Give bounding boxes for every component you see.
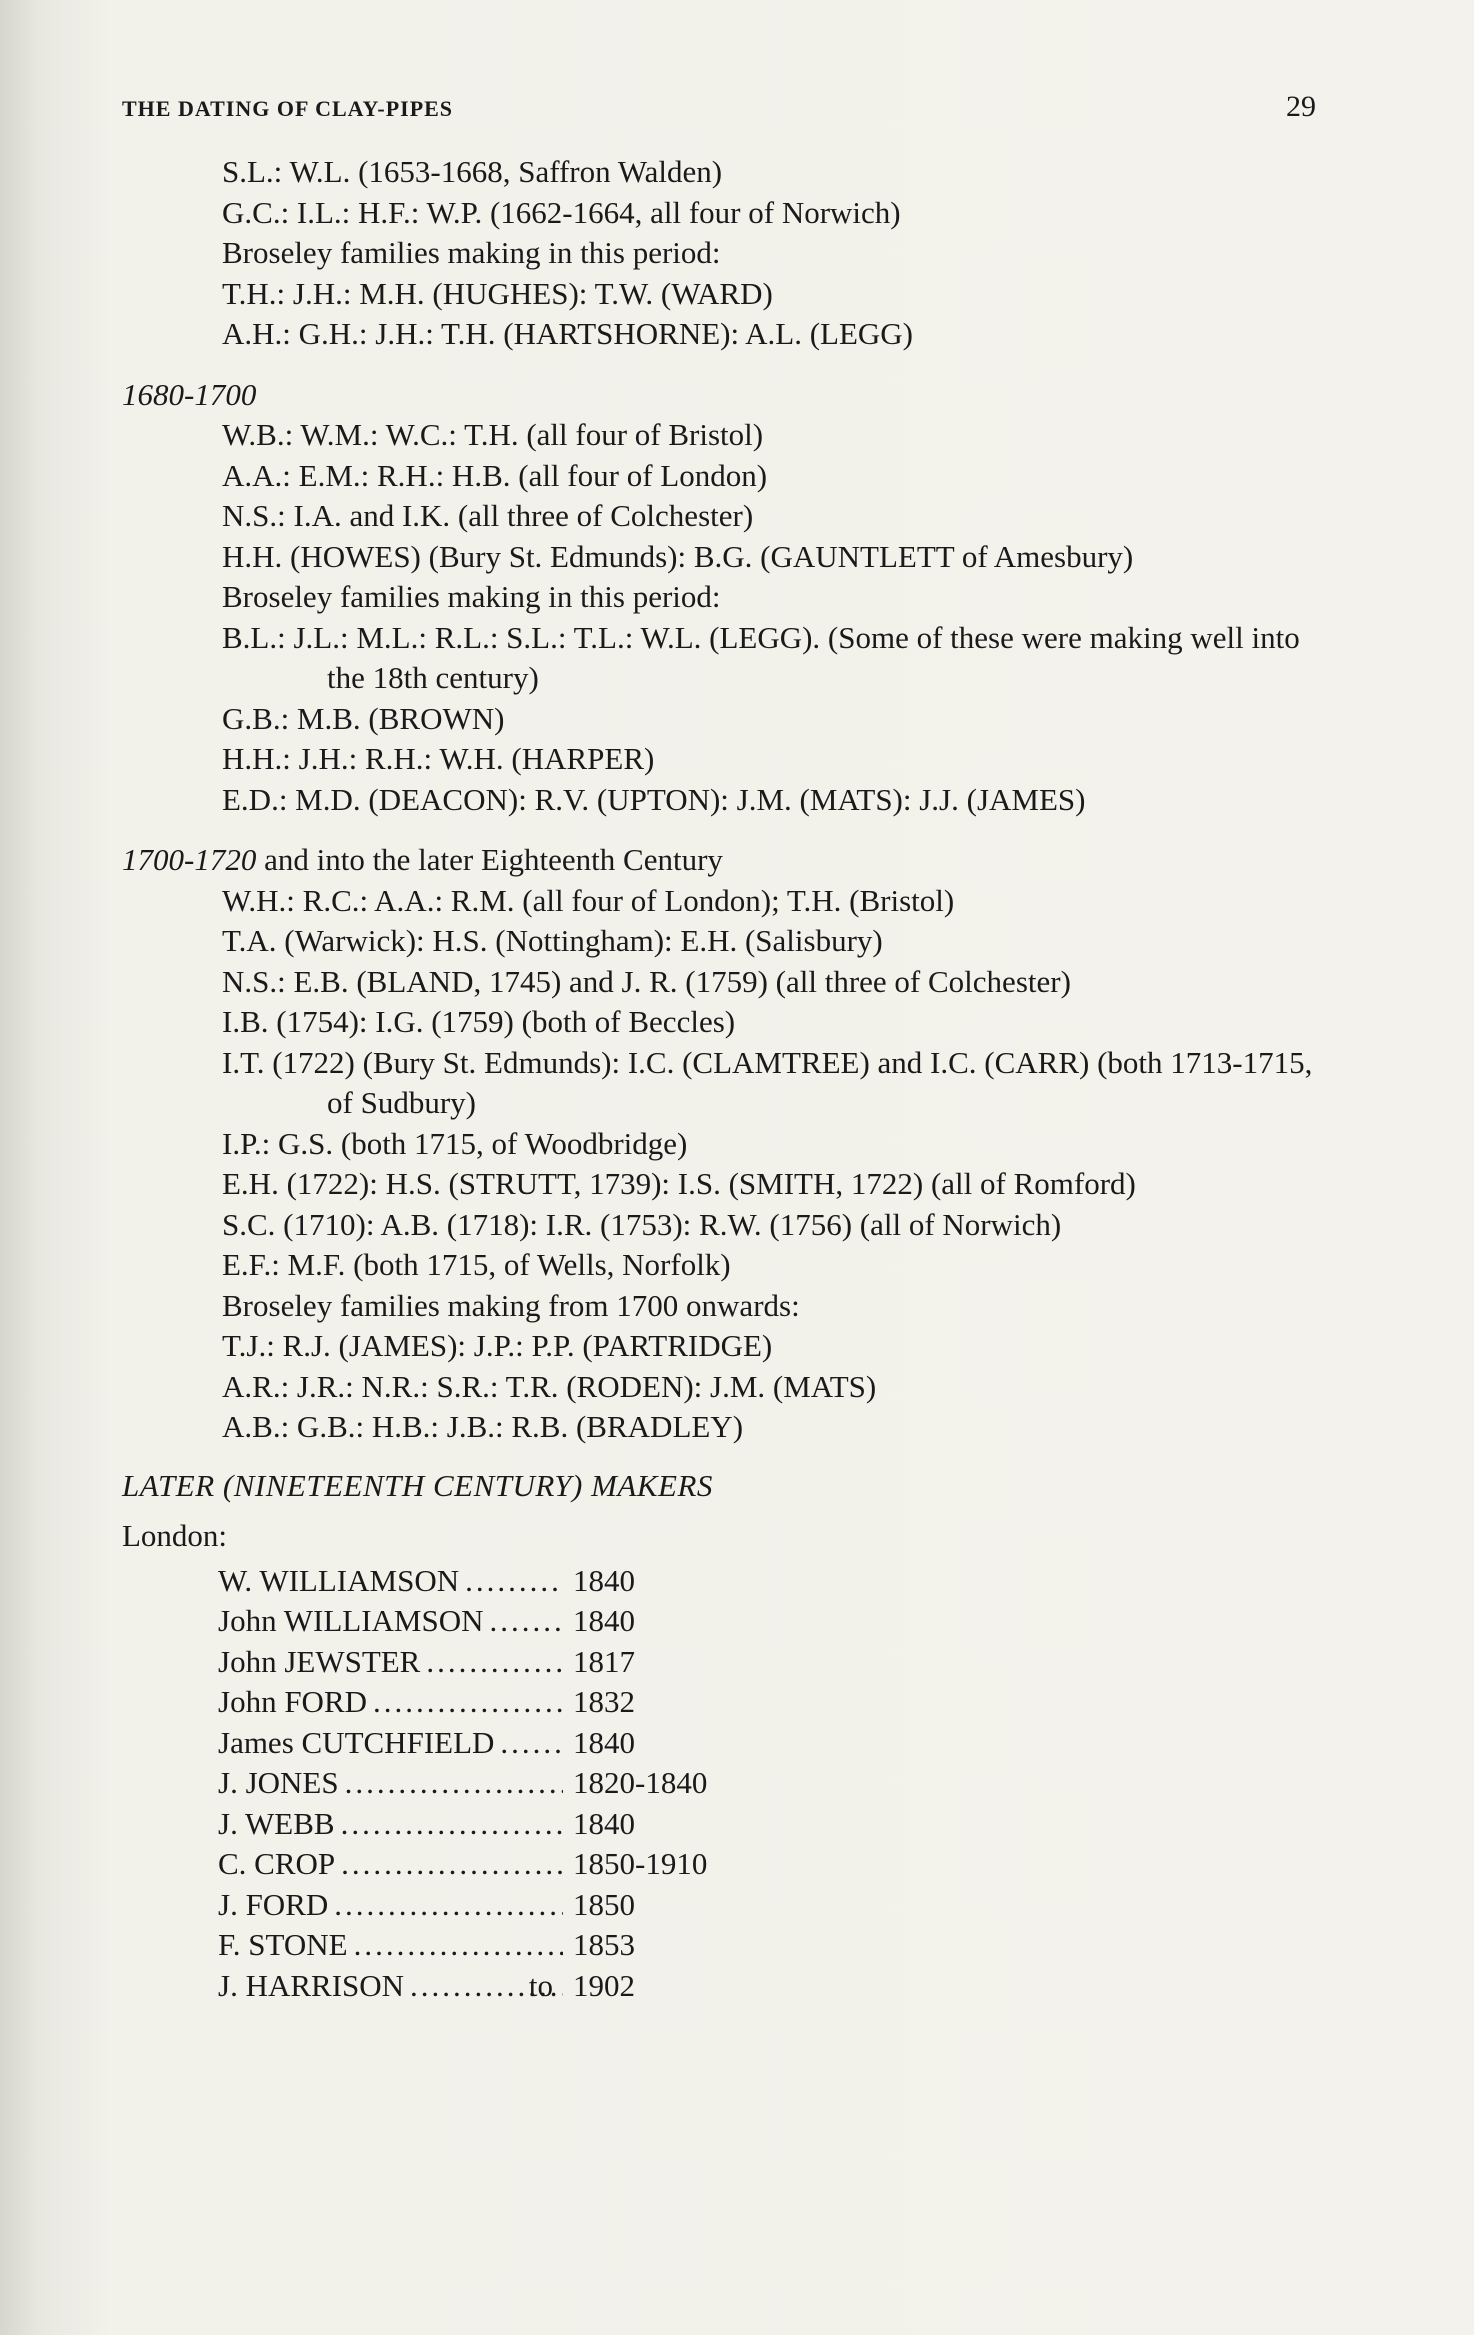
maker-name: J. WEBB (218, 1805, 335, 1841)
list-item: E.H. (1722): H.S. (STRUTT, 1739): I.S. (SMITH, 1722) (all of Romford) (222, 1166, 1136, 1201)
table-row (122, 1844, 1316, 1885)
maker-name: J. FORD (218, 1886, 329, 1922)
maker-name-column (218, 1561, 563, 1602)
running-head: THE DATING OF CLAY-PIPES (122, 96, 454, 121)
maker-date: 1832 (573, 1684, 635, 1719)
maker-date-column (563, 1844, 707, 1885)
maker-date: 1853 (573, 1927, 635, 1962)
maker-name: J. JONES (218, 1765, 339, 1800)
maker-date: 1840 (573, 1805, 635, 1841)
list-item: I.B. (1754): I.G. (1759) (both of Beccles) (222, 1004, 736, 1039)
maker-name-column (218, 1723, 563, 1764)
maker-date-column (563, 1885, 635, 1926)
table-row (122, 1804, 1316, 1845)
table-row (122, 1642, 1316, 1683)
maker-date-column (563, 1925, 635, 1966)
list-item: G.B.: M.B. (BROWN) (222, 700, 505, 736)
list-item: Broseley families making from 1700 onwards: (222, 1287, 800, 1323)
maker-date: 1850-1910 (573, 1846, 708, 1881)
list-item: T.J.: R.J. (JAMES): J.P.: P.P. (PARTRIDGE) (222, 1328, 773, 1363)
period-heading-1700 (122, 840, 1316, 881)
maker-date: 1820-1840 (573, 1765, 708, 1800)
table-row (122, 1763, 1316, 1804)
maker-date: 1840 (573, 1562, 635, 1598)
list-item: T.H.: J.H.: M.H. (HUGHES): T.W. (WARD) (222, 275, 773, 311)
list-item: E.D.: M.D. (DEACON): R.V. (UPTON): J.M. (MATS): J.J. (JAMES) (222, 781, 1086, 817)
list-item: B.L.: J.L.: M.L.: R.L.: S.L.: T.L.: W.L. (LEGG). (Some of these were making well into the 18th century) (222, 619, 1300, 695)
dot-leader (490, 1601, 564, 1642)
list-item: I.T. (1722) (Bury St. Edmunds): I.C. (CLAMTREE) and I.C. (CARR) (both 1713-1715, of Sudbury) (222, 1044, 1313, 1120)
dot-leader (500, 1723, 563, 1764)
dot-leader (341, 1804, 563, 1845)
maker-name-column (218, 1885, 563, 1926)
dot-leader (334, 1885, 563, 1926)
section-heading: LATER (NINETEENTH CENTURY) MAKERS (122, 1467, 713, 1503)
maker-date-column (563, 1804, 635, 1845)
maker-date: 1817 (573, 1643, 635, 1679)
list-item: W.H.: R.C.: A.A.: R.M. (all four of London); T.H. (Bristol) (222, 882, 955, 918)
maker-date-column (563, 1763, 707, 1804)
dot-leader (426, 1642, 563, 1683)
maker-name: F. STONE (218, 1927, 348, 1962)
list-item: A.H.: G.H.: J.H.: T.H. (HARTSHORNE): A.L. (LEGG) (222, 316, 914, 351)
table-row (122, 1966, 1316, 2007)
table-row (122, 1561, 1316, 1602)
maker-name-column (218, 1601, 563, 1642)
maker-name: W. WILLIAMSON (218, 1562, 460, 1598)
list-item: A.B.: G.B.: H.B.: J.B.: R.B. (BRADLEY) (222, 1409, 744, 1444)
list-item: E.F.: M.F. (both 1715, of Wells, Norfolk) (222, 1247, 731, 1282)
list-item: N.S.: I.A. and I.K. (all three of Colchester) (222, 498, 754, 533)
list-item: G.C.: I.L.: H.F.: W.P. (1662-1664, all four of Norwich) (222, 194, 901, 230)
maker-name: John FORD (218, 1684, 368, 1719)
maker-name-column (218, 1763, 563, 1804)
maker-name-column (218, 1682, 563, 1723)
list-item: S.C. (1710): A.B. (1718): I.R. (1753): R.W. (1756) (all of Norwich) (222, 1206, 1062, 1242)
maker-name-column (218, 1804, 563, 1845)
maker-date-column (563, 1601, 635, 1642)
maker-name: C. CROP (218, 1846, 336, 1881)
list-item: Broseley families making in this period: (222, 235, 721, 270)
maker-date: 1840 (573, 1603, 635, 1638)
maker-name-column (218, 1844, 563, 1885)
maker-name: J. HARRISON (218, 1967, 405, 2003)
list-item: T.A. (Warwick): H.S. (Nottingham): E.H. (Salisbury) (222, 923, 883, 958)
period-heading-rest: and into the later Eighteenth Century (256, 842, 723, 877)
maker-date: 1850 (573, 1886, 635, 1922)
maker-name-column (218, 1642, 563, 1683)
page-header (122, 90, 1316, 124)
list-item: A.R.: J.R.: N.R.: S.R.: T.R. (RODEN): J.M. (MATS) (222, 1368, 877, 1404)
period-heading-1680: 1680-1700 (122, 376, 257, 412)
maker-date-column (563, 1723, 635, 1764)
maker-date: 1840 (573, 1724, 635, 1760)
table-row (122, 1925, 1316, 1966)
dot-leader (354, 1925, 563, 1966)
list-item: S.L.: W.L. (1653-1668, Saffron Walden) (222, 154, 723, 189)
page-body (122, 152, 1316, 2006)
table-row (122, 1723, 1316, 1764)
period-heading-years: 1700-1720 (122, 842, 257, 877)
dot-leader (373, 1682, 563, 1723)
maker-date-column (563, 1642, 635, 1683)
list-item: N.S.: E.B. (BLAND, 1745) and J. R. (1759) (all three of Colchester) (222, 963, 1071, 999)
maker-date-column (528, 1966, 635, 2007)
maker-date-column (563, 1561, 635, 1602)
list-item: A.A.: E.M.: R.H.: H.B. (all four of London) (222, 457, 768, 493)
maker-name: John WILLIAMSON (218, 1603, 484, 1638)
list-item: Broseley families making in this period: (222, 579, 721, 614)
dot-leader (465, 1561, 563, 1602)
list-item: I.P.: G.S. (both 1715, of Woodbridge) (222, 1125, 688, 1161)
table-row (122, 1682, 1316, 1723)
maker-name-column (218, 1925, 563, 1966)
maker-name: James CUTCHFIELD (218, 1724, 495, 1760)
table-row (122, 1885, 1316, 1926)
table-row (122, 1601, 1316, 1642)
makers-list (122, 1561, 1316, 2007)
dot-leader (345, 1763, 563, 1804)
maker-date-column (563, 1682, 635, 1723)
list-item: H.H.: J.H.: R.H.: W.H. (HARPER) (222, 741, 655, 776)
dot-leader (341, 1844, 563, 1885)
list-item: H.H. (HOWES) (Bury St. Edmunds): B.G. (GAUNTLETT of Amesbury) (222, 538, 1134, 574)
place-label: London: (122, 1518, 228, 1553)
maker-date: 1902 (573, 1967, 635, 2003)
date-prefix: to (528, 1967, 553, 2003)
list-item: W.B.: W.M.: W.C.: T.H. (all four of Bristol) (222, 417, 764, 452)
maker-name-column (218, 1966, 563, 2007)
page-number: 29 (1286, 90, 1316, 123)
maker-name: John JEWSTER (218, 1643, 421, 1679)
